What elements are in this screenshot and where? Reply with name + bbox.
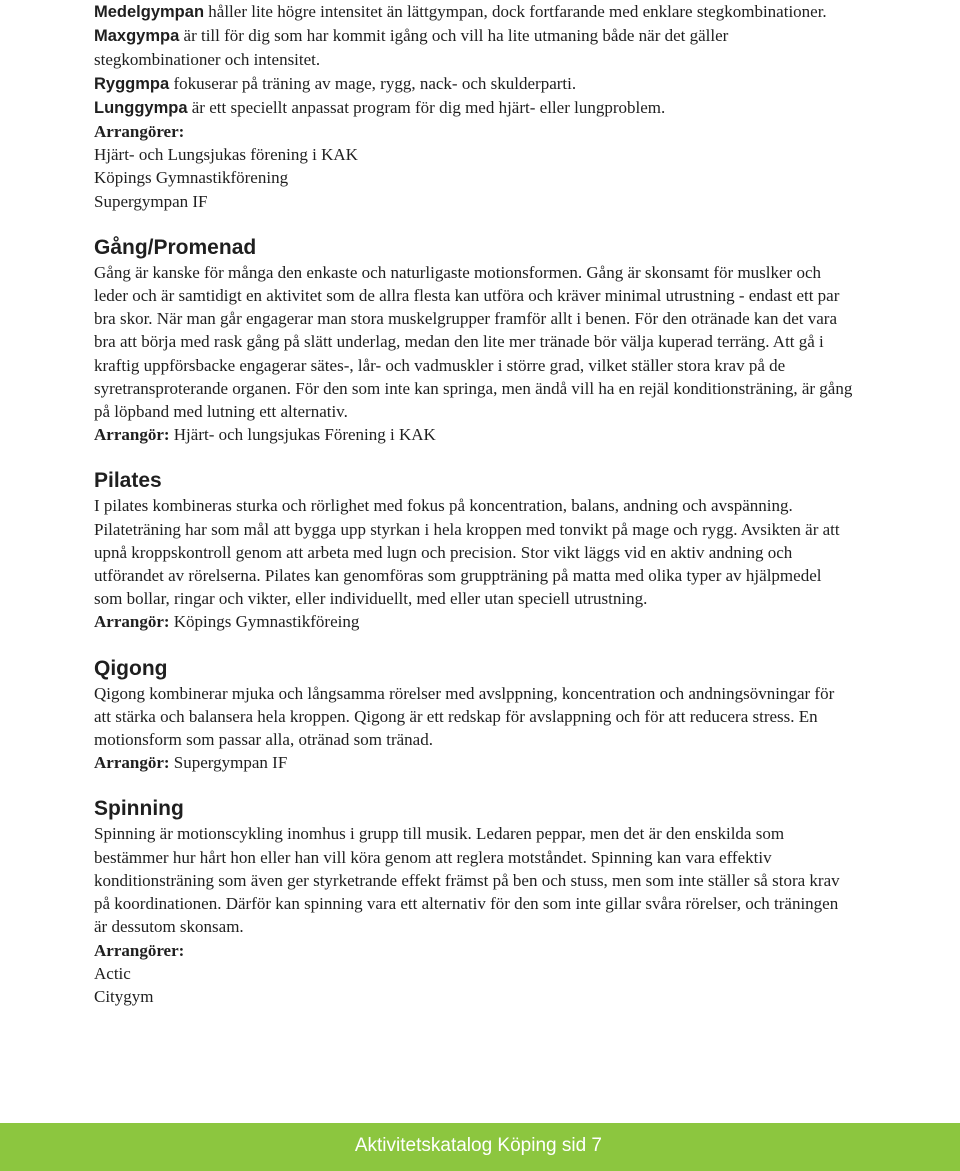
heading-spinning: Spinning [94,797,184,821]
organizer-pilates: Arrangör: Köpings Gymnastikföreing [94,612,360,632]
organizer-qigong: Arrangör: Supergympan IF [94,753,288,773]
term-medelgympan: Medelgympan [94,3,205,21]
body-spinning: Spinning är motionscykling inomhus i grupp till musik. Ledaren peppar, men det är den enskilda som bestämmer hur hårt hon eller han vill köra genom att reglera motståndet. Spinning kan vara effektiv konditionsträning som även ger styrketrande effekt främst på ben och stuss, men som inte ställer så stora krav på koordinationen. Därför kan spinning vara ett alternativ för den som inte gillar svåra rörelser, och träningen är dessutom skonsam. [94,824,840,937]
body-pilates: I pilates kombineras sturka och rörlighet med fokus på koncentration, balans, andning och avspänning. Pilateträning har som mål att bygga upp styrkan i hela kroppen med tonvikt på mage och rygg. Avsikten är att upnå kroppskontroll genom att arbeta med lugn och precision. Stor vikt läggs vid en aktiv andning och utförandet av rörelserna. Pilates kan genomföras som gruppträning på matta med olika typer av hjälpmedel som bollar, ringar och vikter, eller individuellt, med eller utan speciell utrustning. [94,496,840,609]
organizer-gang-promenad: Arrangör: Hjärt- och lungsjukas Förening i KAK [94,425,436,445]
body-gang-promenad: Gång är kanske för många den enkaste och naturligaste motionsformen. Gång är skonsamt för muslker och leder och är samtidigt en aktivitet som de allra flesta kan utföra och kräver minimal utrustning - endast ett par bra skor. När man går engagerar man stora muskelgrupper framför allt i benen. För den otränade kan det vara bra att börja med rask gång på slätt underlag, medan den lite mer tränade bör välja kuperad terräng. Att gå i kraftig uppförsbacke engagerar sätes-, lår- och vadmuskler i större grad, vilket ställer stora krav på de syretransproterande organen. För den som inte kan springa, men ändå vill ha en rejäl konditionsträning, är gång på löpband med lutning ett alternativ. [94,262,853,422]
body-qigong: Qigong kombinerar mjuka och långsamma rörelser med avslppning, koncentration och andningsövningar för att stärka och balansera hela kroppen. Qigong är ett redskap för avslappning och för att reducera stress. En motionsform som passar alla, otränad som tränad. [94,683,835,750]
heading-qigong: Qigong [94,656,168,680]
intro-medelgympan: Medelgympan håller lite högre intensitet än lättgympan, dock fortfarande med enklare stegkombinationer. [94,2,827,21]
footer-page-label: Aktivitetskatalog Köping sid 7 [354,1135,602,1156]
intro-organizer-item: Supergympan IF [94,191,208,211]
heading-pilates: Pilates [94,469,162,493]
intro-organizer-item: Köpings Gymnastikförening [94,168,289,188]
intro-ryggmpa: Ryggmpa fokuserar på träning av mage, rygg, nack- och skulderparti. [94,73,577,93]
organizers-label-spinning: Arrangörer: [94,940,185,960]
intro-maxgympa: Maxgympa är till för dig som har kommit igång och vill ha lite utmaning både när det gäller stegkombinationer och intensitet. [94,26,729,70]
intro-lunggympa: Lunggympa är ett speciellt anpassat program för dig med hjärt- eller lungproblem. [94,97,666,117]
organizer-item-spinning: Actic [94,963,131,983]
intro-organizer-item: Hjärt- och Lungsjukas förening i KAK [94,145,358,165]
organizer-item-spinning: Citygym [94,986,154,1006]
term-lunggympa: Lunggympa [94,98,188,117]
page-content [94,0,854,1008]
heading-gang-promenad: Gång/Promenad [94,235,257,259]
term-maxgympa: Maxgympa [94,27,180,46]
term-ryggmpa: Ryggmpa [94,74,170,93]
intro-organizers-label: Arrangörer: [94,122,185,142]
